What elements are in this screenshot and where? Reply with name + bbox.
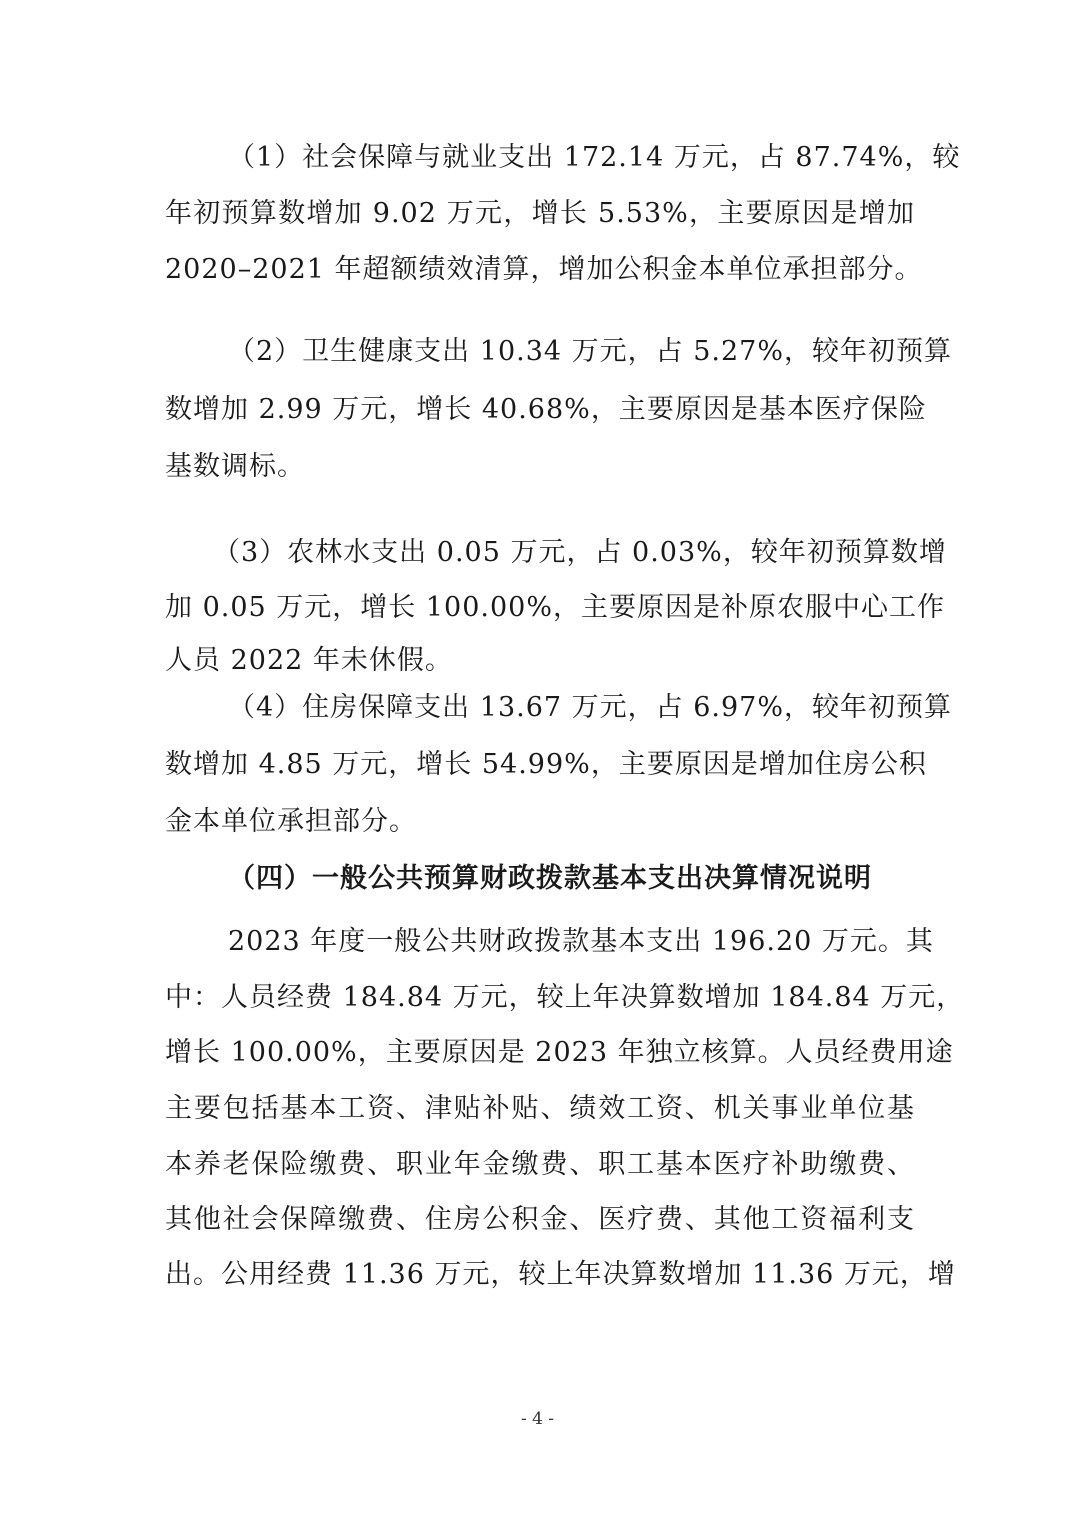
paragraph-5-line-7: 出。公用经费 11.36 万元，较上年决算数增加 11.36 万元，增 xyxy=(165,1259,956,1290)
paragraph-5-line-5: 本养老保险缴费、职业年金缴费、职工基本医疗补助缴费、 xyxy=(165,1149,915,1180)
paragraph-2-line-3: 基数调标。 xyxy=(165,451,305,482)
paragraph-1-line-2: 年初预算数增加 9.02 万元，增长 5.53%，主要原因是增加 xyxy=(165,198,915,229)
paragraph-4-line-1: （4）住房保障支出 13.67 万元，占 6.97%，较年初预算 xyxy=(228,692,952,723)
paragraph-4-line-3: 金本单位承担部分。 xyxy=(165,806,417,837)
paragraph-2-line-1: （2）卫生健康支出 10.34 万元，占 5.27%，较年初预算 xyxy=(228,336,952,367)
paragraph-1-line-3: 2020–2021 年超额绩效清算，增加公积金本单位承担部分。 xyxy=(165,254,923,285)
paragraph-5-line-3: 增长 100.00%，主要原因是 2023 年独立核算。人员经费用途 xyxy=(165,1037,954,1068)
paragraph-5-line-6: 其他社会保障缴费、住房公积金、医疗费、其他工资福利支 xyxy=(165,1204,915,1235)
page-number: - 4 - xyxy=(520,1409,555,1429)
paragraph-3-line-2: 加 0.05 万元，增长 100.00%，主要原因是补原农服中心工作 xyxy=(165,592,945,623)
paragraph-5-line-4: 主要包括基本工资、津贴补贴、绩效工资、机关事业单位基 xyxy=(165,1093,915,1124)
paragraph-3-line-1: （3）农林水支出 0.05 万元，占 0.03%，较年初预算数增 xyxy=(213,537,947,568)
paragraph-1-line-1: （1）社会保障与就业支出 172.14 万元，占 87.74%，较 xyxy=(228,142,961,173)
paragraph-4-line-2: 数增加 4.85 万元，增长 54.99%，主要原因是增加住房公积 xyxy=(165,749,927,780)
section-heading: （四）一般公共预算财政拨款基本支出决算情况说明 xyxy=(228,863,872,894)
paragraph-5-line-2: 中：人员经费 184.84 万元，较上年决算数增加 184.84 万元， xyxy=(165,982,965,1013)
paragraph-2-line-2: 数增加 2.99 万元，增长 40.68%，主要原因是基本医疗保险 xyxy=(165,394,927,425)
paragraph-5-line-1: 2023 年度一般公共财政拨款基本支出 196.20 万元。其 xyxy=(228,926,934,957)
paragraph-3-line-3: 人员 2022 年未休假。 xyxy=(165,645,453,676)
